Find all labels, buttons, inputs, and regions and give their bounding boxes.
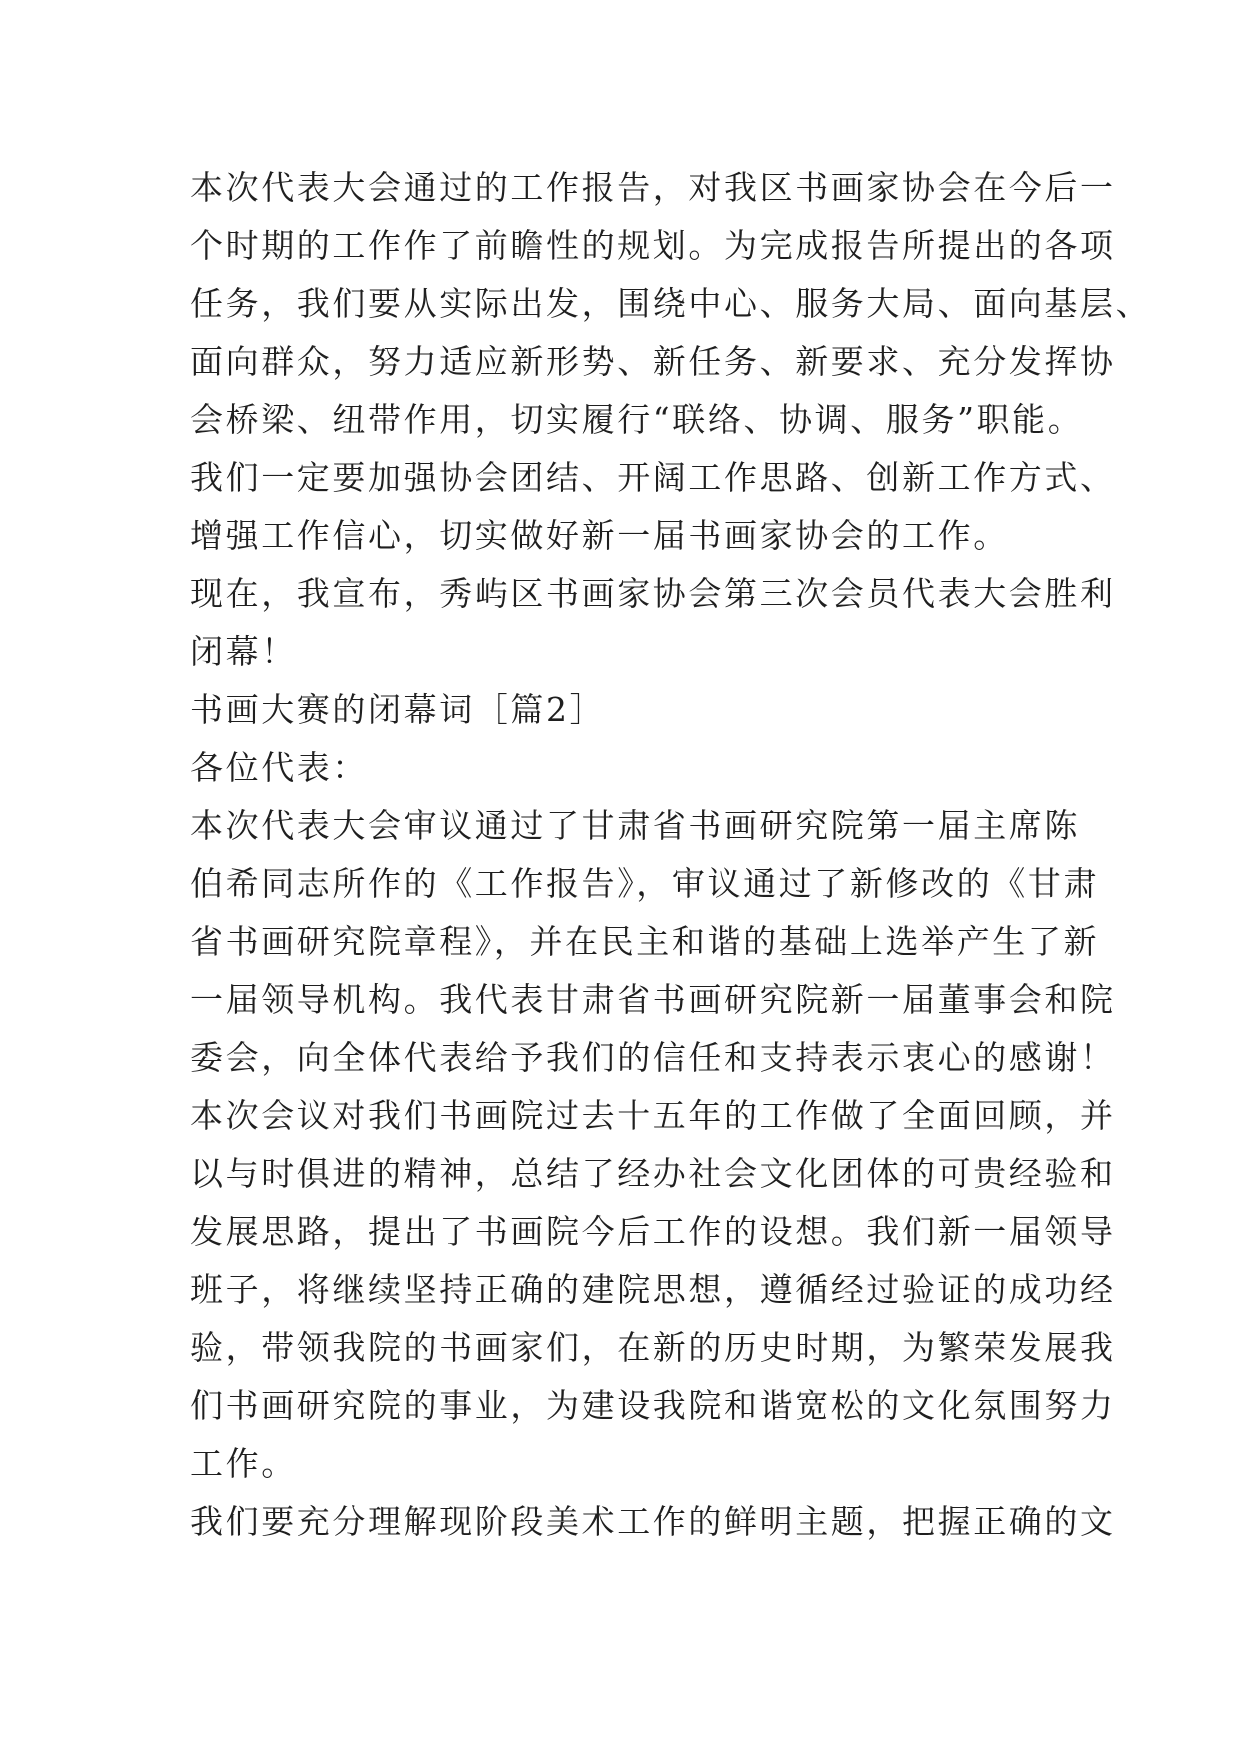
text-line: 发展思路，提出了书画院今后工作的设想。我们新一届领导	[190, 1212, 1116, 1251]
text-line: 班子，将继续坚持正确的建院思想，遵循经过验证的成功经	[190, 1270, 1116, 1309]
text-line: 伯希同志所作的《工作报告》，审议通过了新修改的《甘肃	[190, 864, 1100, 903]
text-line: 一届领导机构。我代表甘肃省书画研究院新一届董事会和院	[190, 980, 1116, 1019]
section-heading: 书画大赛的闭幕词［篇2］	[190, 690, 606, 729]
salutation: 各位代表：	[190, 748, 368, 787]
text-line: 本次代表大会审议通过了甘肃省书画研究院第一届主席陈	[190, 806, 1080, 845]
text-line: 我们要充分理解现阶段美术工作的鲜明主题，把握正确的文	[190, 1502, 1116, 1541]
text-line: 省书画研究院章程》，并在民主和谐的基础上选举产生了新	[190, 922, 1100, 961]
text-line: 以与时俱进的精神，总结了经办社会文化团体的可贵经验和	[190, 1154, 1116, 1193]
text-line: 工作。	[190, 1444, 297, 1483]
text-line: 个时期的工作作了前瞻性的规划。为完成报告所提出的各项	[190, 226, 1116, 265]
text-line: 验，带领我院的书画家们，在新的历史时期，为繁荣发展我	[190, 1328, 1116, 1367]
text-line: 闭幕！	[190, 632, 297, 671]
text-line: 面向群众，努力适应新形势、新任务、新要求、充分发挥协	[190, 342, 1116, 381]
text-line: 增强工作信心，切实做好新一届书画家协会的工作。	[190, 516, 1009, 555]
text-line: 们书画研究院的事业，为建设我院和谐宽松的文化氛围努力	[190, 1386, 1116, 1425]
text-line: 本次代表大会通过的工作报告，对我区书画家协会在今后一	[190, 168, 1116, 207]
text-line: 现在，我宣布，秀屿区书画家协会第三次会员代表大会胜利	[190, 574, 1116, 613]
text-line: 委会，向全体代表给予我们的信任和支持表示衷心的感谢！	[190, 1038, 1116, 1077]
text-line: 任务，我们要从实际出发，围绕中心、服务大局、面向基层、	[190, 284, 1152, 323]
text-line: 会桥梁、纽带作用，切实履行“联络、协调、服务”职能。	[190, 400, 1084, 439]
text-line: 本次会议对我们书画院过去十五年的工作做了全面回顾，并	[190, 1096, 1116, 1135]
text-line: 我们一定要加强协会团结、开阔工作思路、创新工作方式、	[190, 458, 1116, 497]
